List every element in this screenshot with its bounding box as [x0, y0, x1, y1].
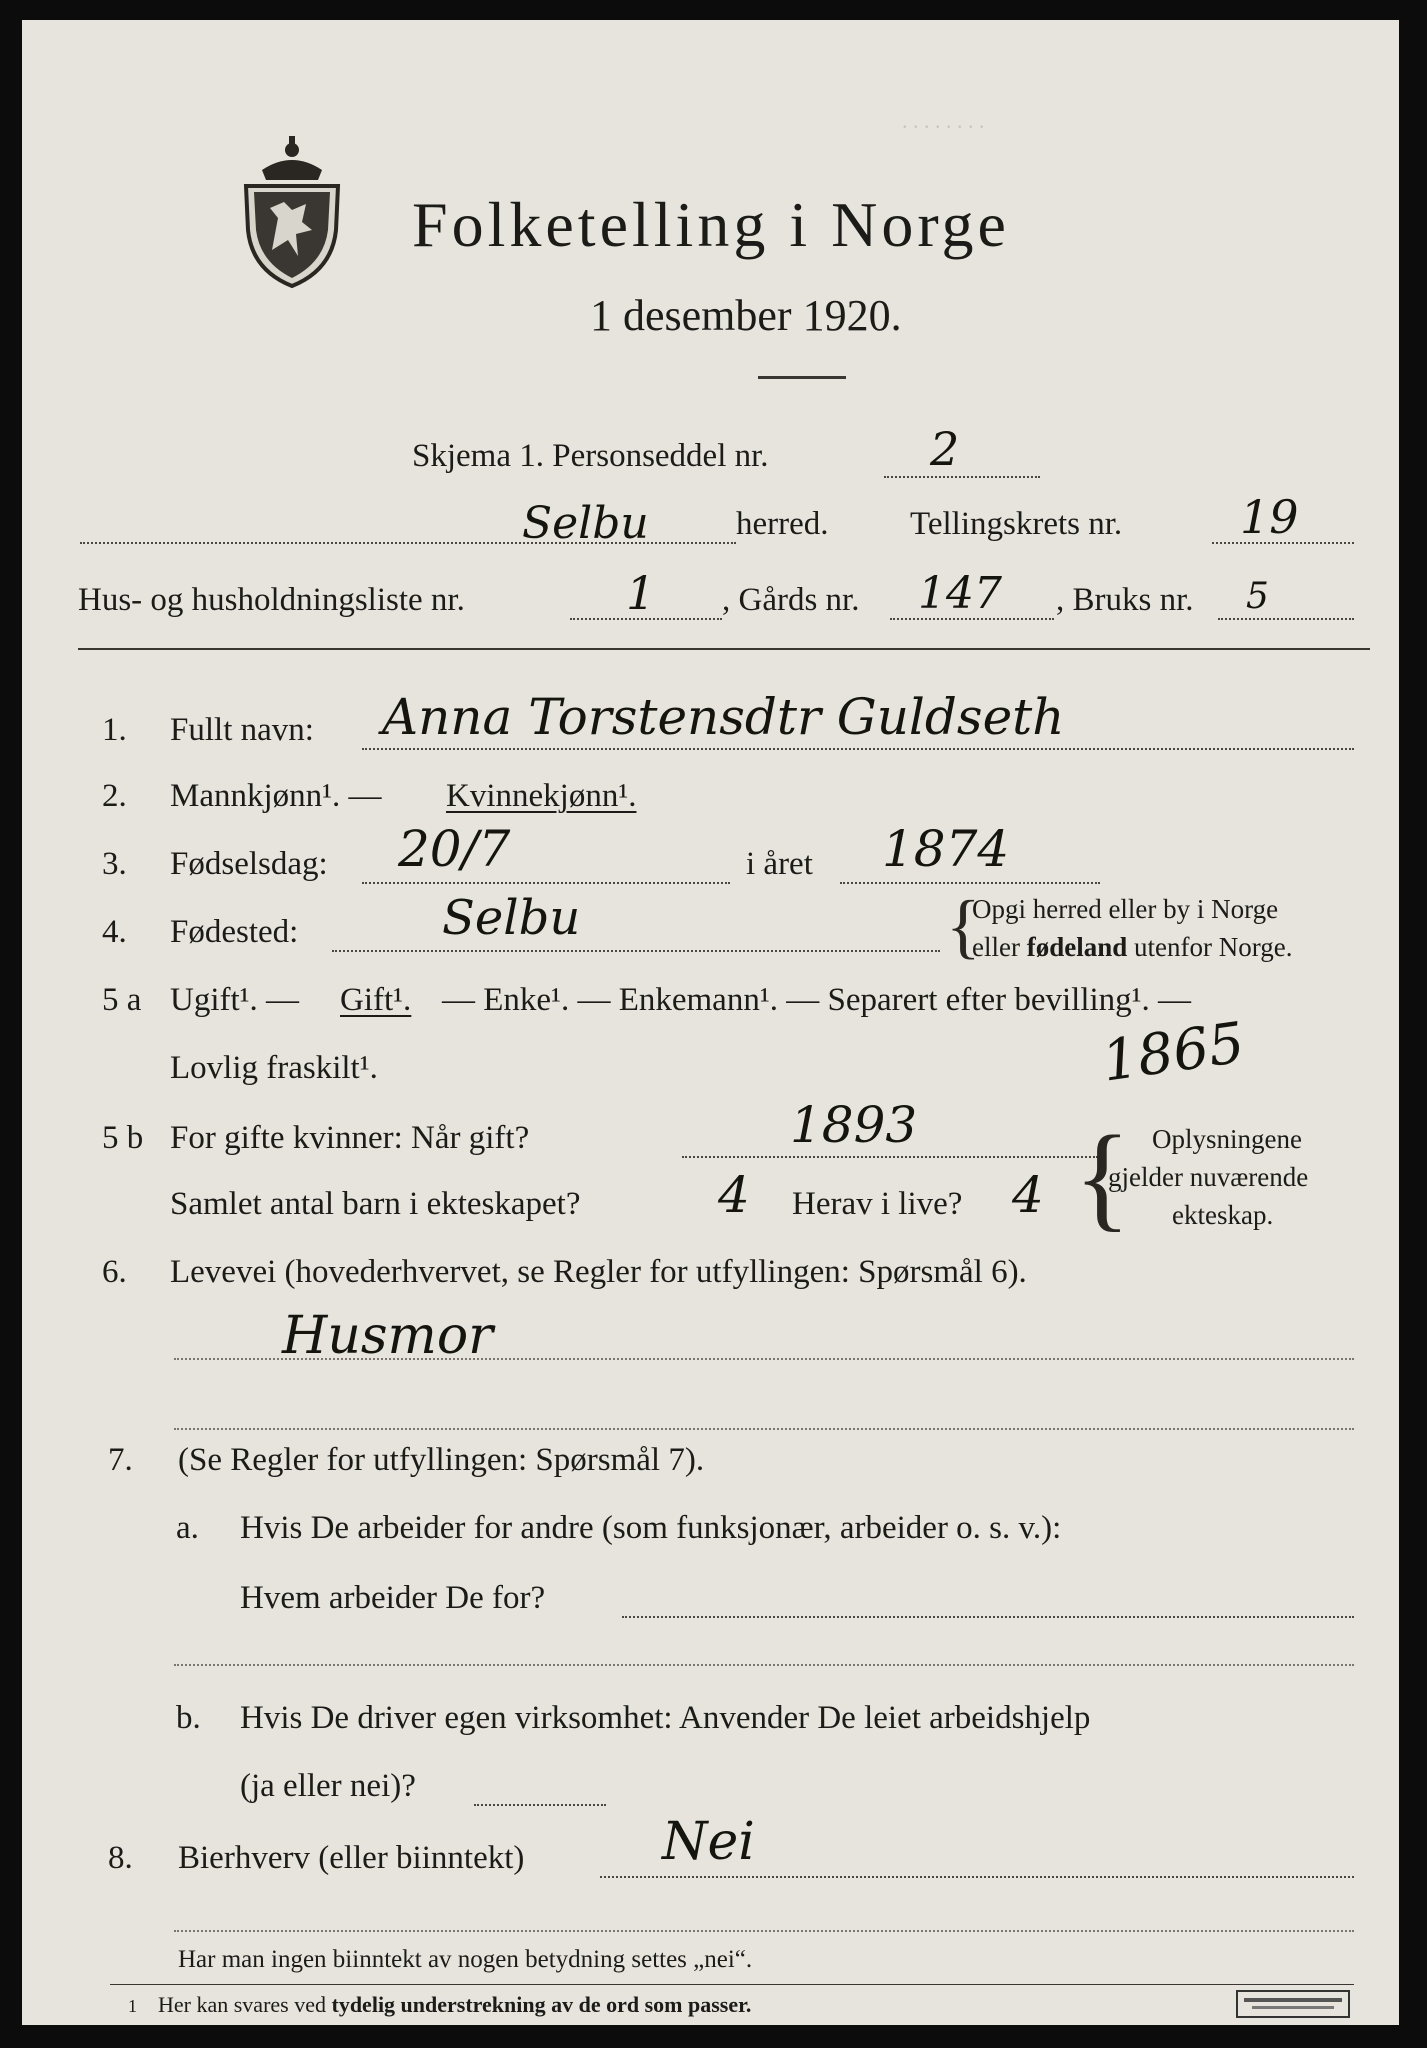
q7b-question: (ja eller nei)? — [240, 1768, 416, 1804]
q5b-alive: 4 — [1012, 1166, 1044, 1224]
husholdning-label: Hus- og husholdningsliste nr. — [78, 582, 465, 618]
q3-birth-day: 20/7 — [398, 820, 511, 878]
q3-day-dots — [362, 882, 730, 884]
q7a-answer-line — [174, 1664, 1354, 1666]
q7b-dots — [474, 1804, 606, 1806]
title-divider — [758, 376, 846, 379]
bleed-through-text: . . . . . . . . — [902, 108, 985, 133]
q7a-text: Hvis De arbeider for andre (som funksjonær, arbeider o. s. v.): — [240, 1510, 1062, 1546]
q5b-dots — [682, 1156, 1098, 1158]
bruks-dots — [1218, 618, 1354, 620]
q4-note-line2: eller fødeland utenfor Norge. — [972, 932, 1293, 962]
q4-number: 4. — [102, 914, 127, 950]
q5a-fraskilt: Lovlig fraskilt¹. — [170, 1050, 378, 1086]
q5b-note-line2: gjelder nuværende — [1108, 1162, 1309, 1192]
herred-label: herred. — [736, 506, 829, 542]
q5b-note-line3: ekteskap. — [1172, 1200, 1274, 1230]
q2-mannkjonn: Mannkjønn¹. — — [170, 778, 382, 814]
herred-value: Selbu — [522, 498, 649, 549]
q8-dots — [600, 1876, 1354, 1878]
q4-brace: { — [946, 886, 981, 966]
q5b-label: For gifte kvinner: Når gift? — [170, 1120, 530, 1156]
q4-birthplace: Selbu — [442, 890, 581, 946]
footnote-separator — [110, 1984, 1354, 1985]
bruks-nr: 5 — [1246, 576, 1269, 617]
q5b-number: 5 b — [102, 1120, 144, 1156]
q2-kvinnekjonn-selected: Kvinnekjønn¹. — [446, 778, 637, 814]
q5a-ugift: Ugift¹. — — [170, 982, 300, 1018]
q7-number: 7. — [108, 1442, 133, 1478]
form-date: 1 desember 1920. — [590, 291, 902, 340]
q1-label: Fullt navn: — [170, 712, 314, 748]
footnote-text: Her kan svares ved tydelig understrekning av de ord som passer. — [158, 1992, 752, 2017]
q8-label: Bierhverv (eller biinntekt) — [178, 1840, 525, 1876]
gards-label: , Gårds nr. — [722, 582, 860, 618]
bruks-label: , Bruks nr. — [1056, 582, 1194, 618]
tellingskrets-nr: 19 — [1240, 490, 1299, 544]
form-title: Folketelling i Norge — [412, 189, 1010, 260]
q3-year-label: i året — [746, 846, 813, 882]
tellingskrets-label: Tellingskrets nr. — [910, 506, 1123, 542]
q6-answer-line-2 — [174, 1428, 1354, 1430]
q3-label: Fødselsdag: — [170, 846, 328, 882]
q6-number: 6. — [102, 1254, 127, 1290]
q3-year-dots — [840, 882, 1100, 884]
personseddel-nr: 2 — [930, 422, 960, 476]
q5b-note-line1: Oplysningene — [1152, 1124, 1302, 1154]
q4-note-line1: Opgi herred eller by i Norge — [972, 894, 1279, 924]
q3-birth-year: 1874 — [882, 820, 1010, 878]
footnote-marker: 1 — [128, 1996, 137, 2016]
q5b-brace: { — [1074, 1111, 1131, 1242]
coat-of-arms-icon — [232, 130, 352, 295]
q3-number: 3. — [102, 846, 127, 882]
q7-label: (Se Regler for utfyllingen: Spørsmål 7). — [178, 1442, 705, 1478]
q5a-other-options: — Enke¹. — Enkemann¹. — Separert efter bevilling¹. — — [442, 982, 1192, 1018]
header-separator — [78, 648, 1370, 650]
q6-answer-line-1 — [174, 1358, 1354, 1360]
q4-dots — [332, 950, 940, 952]
footer-note: Har man ingen biinntekt av nogen betydning settes „nei“. — [178, 1946, 753, 1973]
gards-nr: 147 — [918, 568, 1002, 619]
husholdning-nr: 1 — [626, 566, 656, 620]
q5b-alive-label: Herav i live? — [792, 1186, 963, 1222]
schema-label: Skjema 1. Personseddel nr. — [412, 438, 769, 474]
q5a-gift-selected: Gift¹. — [340, 982, 412, 1018]
q5b-children: 4 — [718, 1166, 750, 1224]
census-form-page — [22, 20, 1399, 2025]
q5a-margin-note: 1865 — [1098, 1010, 1249, 1095]
q1-full-name: Anna Torstensdtr Guldseth — [382, 688, 1065, 746]
q2-number: 2. — [102, 778, 127, 814]
q7a-letter: a. — [176, 1510, 199, 1546]
personseddel-dots — [884, 476, 1040, 478]
q6-label: Levevei (hovederhvervet, se Regler for utfyllingen: Spørsmål 6). — [170, 1254, 1027, 1290]
q5b-children-label: Samlet antal barn i ekteskapet? — [170, 1186, 581, 1222]
q5a-number: 5 a — [102, 982, 142, 1018]
q1-number: 1. — [102, 712, 127, 748]
q4-label: Fødested: — [170, 914, 299, 950]
q5b-married-year: 1893 — [790, 1096, 918, 1154]
q1-dots — [362, 748, 1354, 750]
q7a-dots — [622, 1616, 1354, 1618]
q8-answer-line — [174, 1930, 1354, 1932]
printer-stamp — [1236, 1990, 1350, 2018]
q7b-text: Hvis De driver egen virksomhet: Anvender De leiet arbeidshjelp — [240, 1700, 1091, 1736]
q8-number: 8. — [108, 1840, 133, 1876]
q8-side-income: Nei — [662, 1812, 755, 1872]
q6-occupation: Husmor — [282, 1306, 493, 1366]
q7b-letter: b. — [176, 1700, 201, 1736]
q7a-question: Hvem arbeider De for? — [240, 1580, 546, 1616]
